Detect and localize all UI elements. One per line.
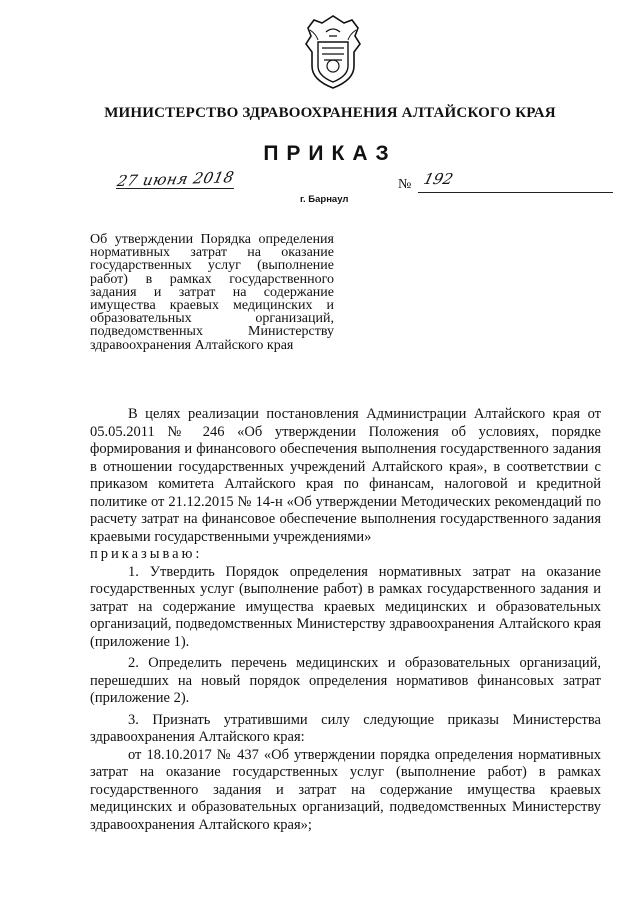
- number-underline: [418, 192, 613, 193]
- coat-of-arms-emblem: [302, 14, 364, 90]
- preamble-paragraph: В целях реализации постановления Администрации Алтайского края от 05.05.2011 № 246 «Об утверждении Положения об условиях, порядке формирования и финансового обеспечения выполнения государственного задания в отношении государственных учреждений Алтайского края», в соответствии с приказом комитета Алтайского края по финансам, налоговой и кредитной политике от 21.12.2015 № 14-н «Об утверждении Методических рекомендаций по расчету затрат на финансовое обеспечение выполнения государственного задания краевыми государственными учреждениями»: [90, 406, 601, 545]
- city-label: г. Барнаул: [300, 194, 349, 205]
- item-3-subitem-1: от 18.10.2017 № 437 «Об утверждении порядка определения нормативных затрат на оказание государственных услуг (выполнение работ) в рамках государственного задания и затрат на содержание имущества краевых медицинских и образовательных организаций, подведомственных Министерству здравоохранения Алтайского края»;: [90, 746, 601, 833]
- handwritten-number: 192: [421, 170, 455, 188]
- handwritten-date: 27 июня 2018: [115, 168, 236, 191]
- date-underline: [116, 188, 234, 189]
- item-2-paragraph: 2. Определить перечень медицинских и образовательных организаций, перешедших на новый порядок определения нормативов финансовых затрат (приложение 2).: [90, 655, 601, 706]
- document-title: ПРИКАЗ: [263, 142, 397, 165]
- number-label: №: [398, 177, 412, 192]
- order-subject: Об утверждении Порядка определения нормативных затрат на оказание государственных услуг (выполнение работ) в рамках государственного задания и затрат на содержание имущества краевых медицинских и образовательных организаций, подведомственных Министерству здравоохранения Алтайского края: [90, 232, 334, 353]
- item-1-paragraph: 1. Утвердить Порядок определения нормативных затрат на оказание государственных услуг (выполнение работ) в рамках государственного задания и затрат на содержание имущества краевых медицинских и образовательных организаций, подведомственных Министерству здравоохранения Алтайского края (приложение 1).: [90, 563, 601, 650]
- order-body: [90, 406, 601, 834]
- item-3-paragraph: 3. Признать утратившими силу следующие приказы Министерства здравоохранения Алтайского края:: [90, 711, 601, 745]
- ministry-name: МИНИСТЕРСТВО ЗДРАВООХРАНЕНИЯ АЛТАЙСКОГО КРАЯ: [104, 105, 556, 121]
- order-word: приказываю:: [90, 546, 203, 562]
